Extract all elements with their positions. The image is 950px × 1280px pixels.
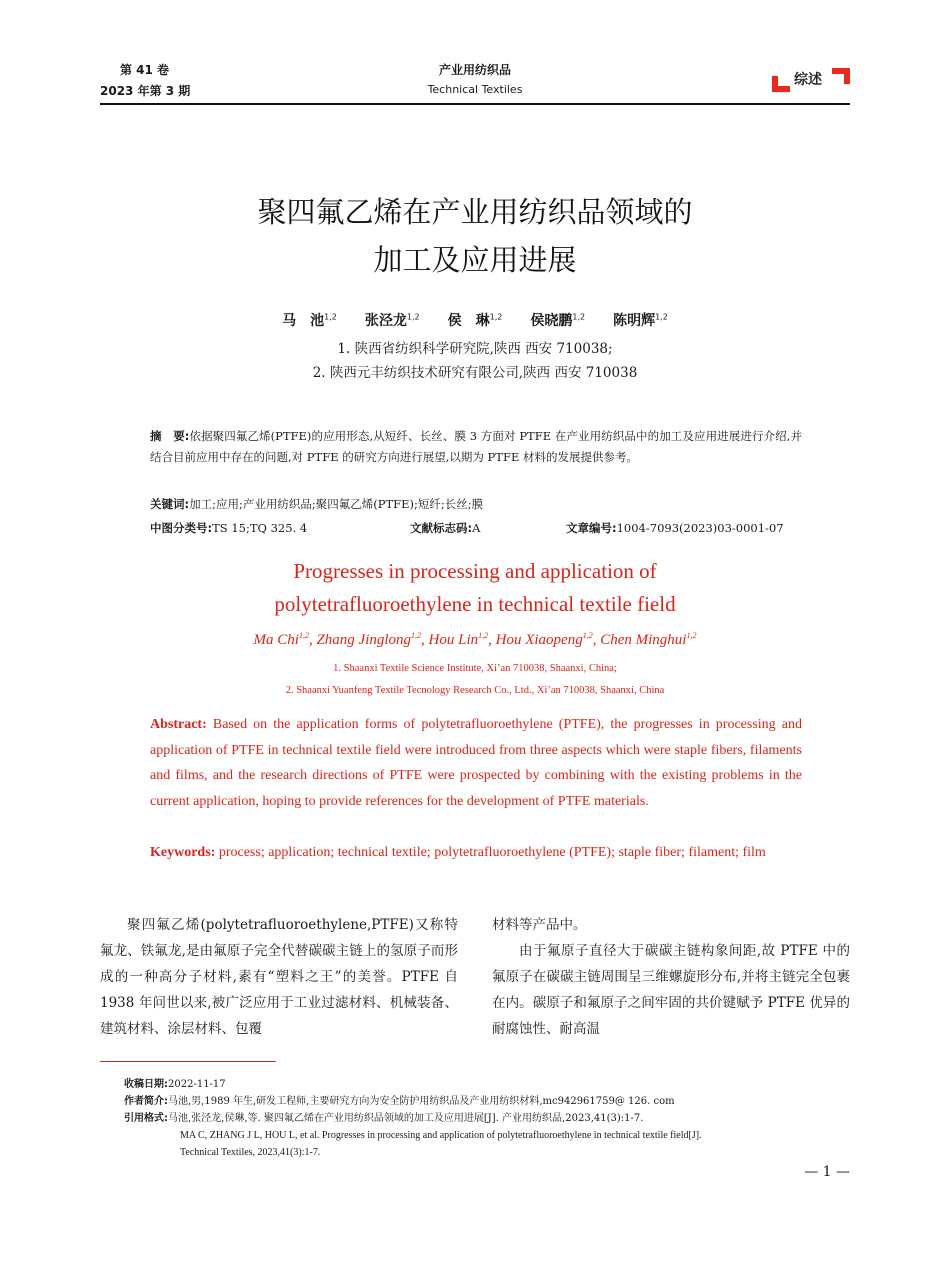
citation-en: MA C, ZHANG J L, HOU L, et al. Progresses in processing and application of polytetrafluoroethylene in technical textile field[J]. bbox=[180, 1130, 702, 1141]
author: Hou Xiaopeng$^{1,2}$ bbox=[495, 631, 593, 648]
page-number: — 1 — bbox=[804, 1164, 850, 1180]
abstract-en bbox=[150, 712, 802, 814]
abstract-label: Abstract: bbox=[150, 717, 207, 732]
body-column-right bbox=[492, 912, 850, 1042]
footnote-rule bbox=[100, 1061, 276, 1062]
clc-number: 中图分类号:TS 15;TQ 325. 4 bbox=[150, 521, 308, 535]
journal-name-en: Technical Textiles bbox=[427, 83, 523, 96]
author: 陈明辉$^{1,2}$ bbox=[613, 312, 668, 329]
citation-cn: 引用格式:马池,张泾龙,侯琳,等. 聚四氟乙烯在产业用纺织品领域的加工及应用进展[J]. 产业用纺织品,2023,41(3):1-7. bbox=[124, 1113, 644, 1124]
keywords-text: 加工;应用;产业用纺织品;聚四氟乙烯(PTFE);短纤;长丝;膜 bbox=[189, 497, 484, 511]
body-column-left bbox=[100, 912, 458, 1042]
title-line: polytetrafluoroethylene in technical textile field bbox=[274, 592, 676, 616]
affiliation: 2. 陕西元丰纺织技术研究有限公司,陕西 西安 710038 bbox=[312, 365, 638, 381]
author: Hou Lin$^{1,2}$ bbox=[428, 631, 489, 648]
section-label: 综述 bbox=[794, 72, 822, 88]
keywords-cn bbox=[150, 494, 802, 515]
affiliation: 1. 陕西省纺织科学研究院,陕西 西安 710038; bbox=[337, 341, 613, 357]
title-line: 加工及应用进展 bbox=[373, 243, 577, 277]
body-paragraph: 聚四氟乙烯(polytetrafluoroethylene,PTFE)又称特氟龙、铁氟龙,是由氟原子完全代替碳碳主链上的氢原子而形成的一种高分子材料,素有“塑料之王”的美誉。PTFE 自 1938 年问世以来,被广泛应用于工业过滤材料、机械装备、建筑材料、涂层材料、包覆 bbox=[100, 917, 458, 1037]
received-date: 收稿日期:2022-11-17 bbox=[124, 1079, 226, 1090]
article-title-en bbox=[100, 555, 850, 621]
keywords-label: Keywords: bbox=[150, 845, 216, 860]
author: 侯 琳$^{1,2}$ bbox=[447, 312, 503, 329]
abstract-text: Based on the application forms of polytetrafluoroethylene (PTFE), the progresses in processing and application of PTFE in technical textile field were introduced from three aspects which were staple fibers, filaments and films, and the research directions of PTFE were prospected by combining with the existing problems in the current application, hoping to provide references for the development of PTFE materials. bbox=[150, 717, 802, 809]
corner-bracket-icon bbox=[844, 68, 850, 84]
affiliations-en bbox=[100, 658, 850, 702]
document-code: 文献标志码:A bbox=[410, 521, 481, 535]
issue-label: 2023 年第 3 期 bbox=[100, 84, 191, 98]
footnotes bbox=[124, 1076, 850, 1161]
keywords-en bbox=[150, 840, 802, 866]
abstract-label: 摘 要: bbox=[150, 429, 190, 443]
abstract-cn bbox=[150, 426, 802, 468]
section-badge bbox=[772, 66, 852, 94]
affiliation: 2. Shaanxi Yuanfeng Textile Tecnology Research Co., Ltd., Xi’an 710038, Shaanxi, China bbox=[285, 685, 665, 696]
header-rule bbox=[100, 103, 850, 105]
keywords-text: process; application; technical textile; polytetrafluoroethylene (PTFE); staple fiber; filament; film bbox=[215, 845, 766, 860]
title-line: Progresses in processing and application of bbox=[293, 559, 657, 583]
author: Zhang Jinglong$^{1,2}$ bbox=[316, 631, 422, 648]
body-paragraph: 材料等产品中。 bbox=[492, 917, 587, 933]
article-title-cn bbox=[100, 188, 850, 284]
affiliation: 1. Shaanxi Textile Science Institute, Xi’an 710038, Shaanxi, China; bbox=[333, 663, 617, 674]
abstract-text: 依据聚四氟乙烯(PTFE)的应用形态,从短纤、长丝、膜 3 方面对 PTFE 在产业用纺织品中的加工及应用进展进行介绍,并结合目前应用中存在的问题,对 PTFE 的研究方向进行展望,以期为 PTFE 材料的发展提供参考。 bbox=[150, 429, 802, 464]
author: 侯晓鹏$^{1,2}$ bbox=[530, 312, 586, 329]
body-paragraph: 由于氟原子直径大于碳碳主链构象间距,故 PTFE 中的氟原子在碳碳主链周围呈三维螺旋形分布,并将主链完全包裹在内。碳原子和氟原子之间牢固的共价键赋予 PTFE 优异的耐腐蚀性、耐高温 bbox=[492, 943, 850, 1037]
title-line: 聚四氟乙烯在产业用纺织品领域的 bbox=[257, 195, 693, 229]
author-list-cn bbox=[100, 310, 850, 330]
journal-name-cn: 产业用纺织品 bbox=[438, 63, 511, 77]
article-number: 文章编号:1004-7093(2023)03-0001-07 bbox=[566, 521, 784, 535]
author: 张泾龙$^{1,2}$ bbox=[364, 312, 420, 329]
affiliations-cn bbox=[100, 337, 850, 385]
keywords-label: 关键词: bbox=[150, 497, 190, 511]
volume-label: 第 41 卷 bbox=[120, 63, 170, 77]
author: Chen Minghui$^{1,2}$ bbox=[600, 631, 697, 648]
author-bio: 作者简介:马池,男,1989 年生,研发工程师,主要研究方向为安全防护用纺织品及产业用纺织材料,mc942961759@ 126. com bbox=[124, 1096, 675, 1107]
header-volume-block bbox=[100, 60, 190, 102]
corner-bracket-icon bbox=[772, 86, 790, 92]
author: 马 池$^{1,2}$ bbox=[282, 312, 337, 329]
journal-name-block bbox=[375, 60, 575, 100]
author: Ma Chi$^{1,2}$ bbox=[253, 631, 309, 648]
author-list-en: Ma Chi$^{1,2}$, Zhang Jinglong$^{1,2}$, Hou Lin$^{1,2}$, Hou Xiaopeng$^{1,2}$, Chen Minghui$^{1,2}$ bbox=[253, 631, 697, 648]
citation-en: Technical Textiles, 2023,41(3):1-7. bbox=[180, 1147, 321, 1158]
